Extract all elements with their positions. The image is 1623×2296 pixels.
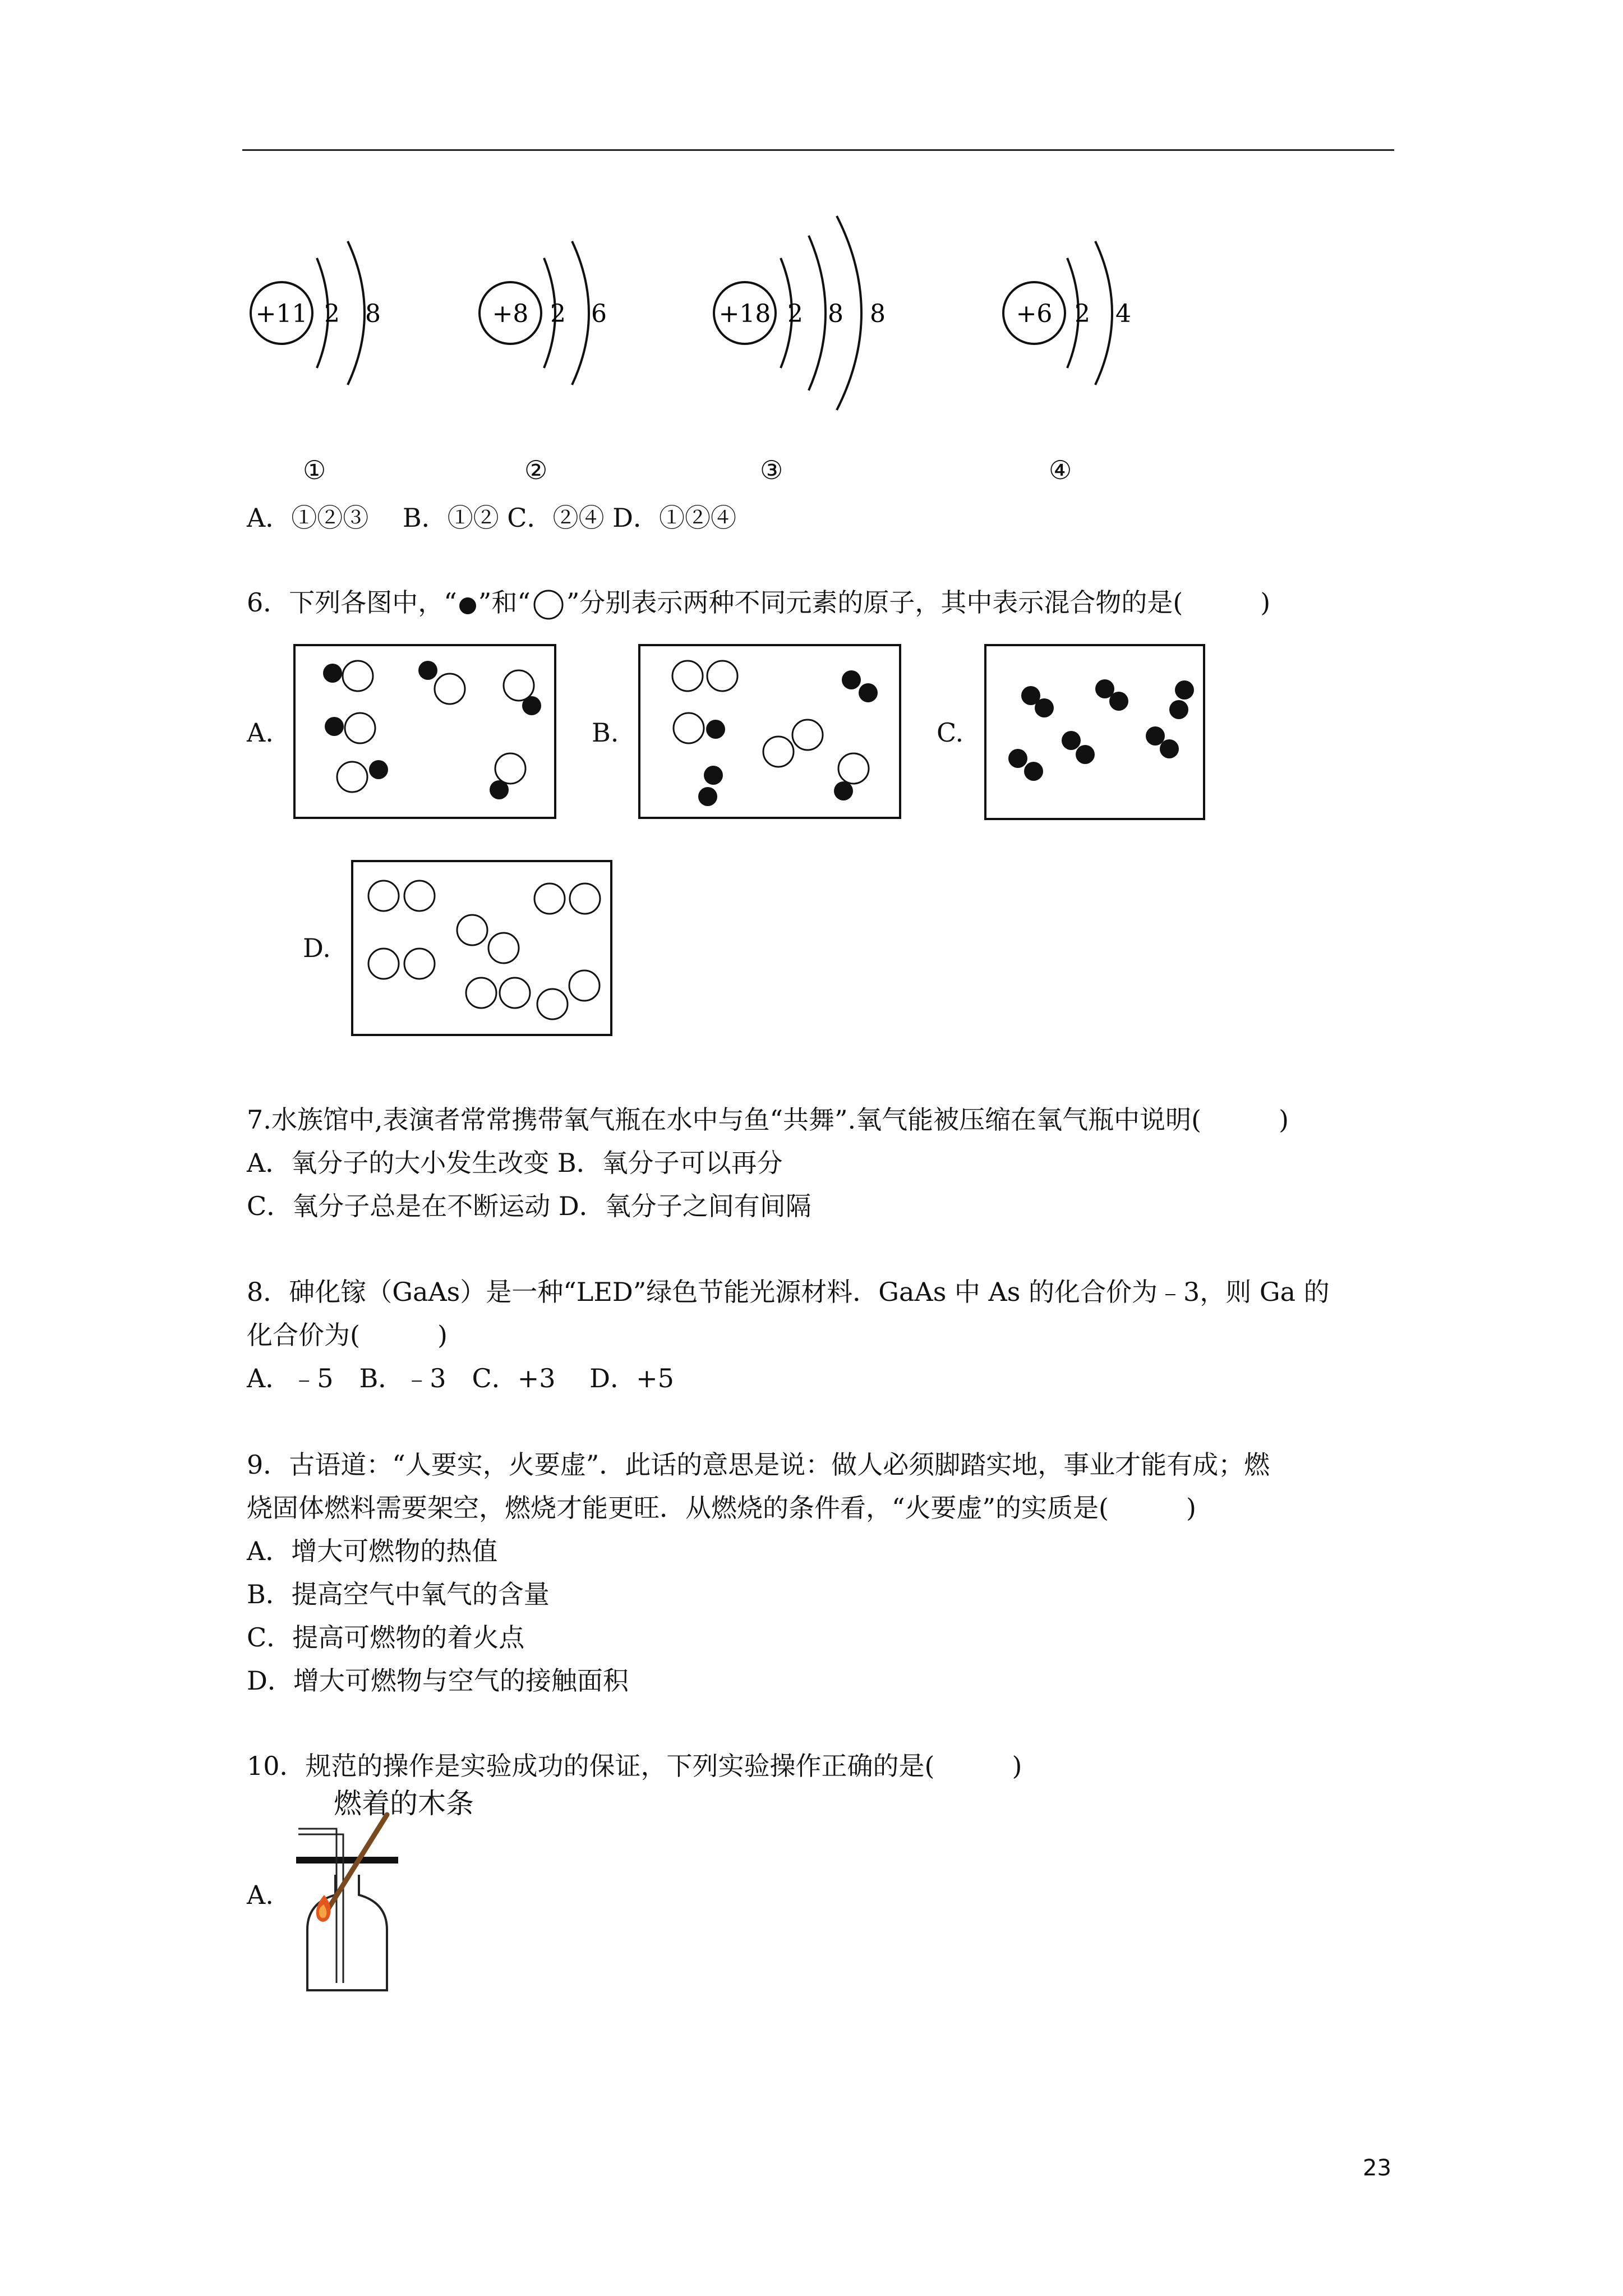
shell-electron-count: 2 bbox=[1075, 300, 1090, 328]
q7-stem: 7.水族馆中,表演者常常携带氧气瓶在水中与鱼“共舞”.氧气能被压缩在氧气瓶中说明( ) bbox=[247, 1105, 1289, 1135]
gas-bottle-illustration bbox=[296, 1815, 398, 1990]
nucleus-label: +11 bbox=[255, 300, 308, 328]
nucleus-label: +6 bbox=[1016, 300, 1053, 328]
atom-marker-3: ③ bbox=[760, 455, 783, 485]
q9-option-b: B．提高空气中氧气的含量 bbox=[247, 1579, 550, 1609]
atom-marker-1: ① bbox=[303, 455, 326, 485]
shell-electron-count: 4 bbox=[1115, 300, 1131, 328]
shell-electron-count: 8 bbox=[870, 300, 886, 328]
q10-figure-label: 燃着的木条 bbox=[334, 1787, 474, 1820]
shell-electron-count: 8 bbox=[365, 300, 381, 328]
nucleus-label: +18 bbox=[718, 300, 771, 328]
q8-options: A．﹣5 B．﹣3 C．+3 D．+5 bbox=[247, 1363, 674, 1393]
q6-stem-post: ”分别表示两种不同元素的原子，其中表示混合物的是( ) bbox=[566, 587, 1271, 618]
q8-stem-line-2: 化合价为( ) bbox=[247, 1320, 448, 1350]
q6-stem-mid: ”和“ bbox=[478, 587, 531, 618]
q5-options: A．①②③ B．①② C．②④ D．①②④ bbox=[247, 503, 736, 533]
q6-option-c-label: C. bbox=[937, 717, 964, 748]
q6-option-b-label: B. bbox=[592, 717, 619, 748]
q10-stem: 10．规范的操作是实验成功的保证，下列实验操作正确的是( ) bbox=[247, 1751, 1022, 1781]
shell-electron-count: 2 bbox=[787, 300, 803, 328]
page-number: 23 bbox=[1363, 2155, 1391, 2181]
q9-option-a: A．增大可燃物的热值 bbox=[247, 1536, 498, 1566]
q7-options-line-1: A．氧分子的大小发生改变 B．氧分子可以再分 bbox=[247, 1148, 783, 1178]
nucleus-label: +8 bbox=[492, 300, 529, 328]
shell-electron-count: 6 bbox=[591, 300, 607, 328]
q9-stem-line-1: 9．古语道：“人要实，火要虚”．此话的意思是说：做人必须脚踏实地，事业才能有成；燃 bbox=[247, 1450, 1270, 1480]
q7-options-line-2: C．氧分子总是在不断运动 D．氧分子之间有间隔 bbox=[247, 1191, 811, 1221]
q6-option-d-label: D. bbox=[303, 933, 331, 963]
q8-stem-line-1: 8．砷化镓（GaAs）是一种“LED”绿色节能光源材料．GaAs 中 As 的化合价为﹣3，则 Ga 的 bbox=[247, 1277, 1330, 1307]
shell-electron-count: 2 bbox=[324, 300, 340, 328]
atom-marker-2: ② bbox=[524, 455, 548, 485]
q10-option-a-label: A. bbox=[247, 1880, 274, 1910]
q9-option-d: D．增大可燃物与空气的接触面积 bbox=[247, 1665, 629, 1696]
shell-electron-count: 2 bbox=[550, 300, 566, 328]
q6-stem-pre: 6．下列各图中，“ bbox=[247, 587, 457, 618]
q9-stem-line-2: 烧固体燃料需要架空，燃烧才能更旺．从燃烧的条件看，“火要虚”的实质是( ) bbox=[247, 1493, 1196, 1523]
atom-marker-4: ④ bbox=[1049, 455, 1072, 485]
shell-electron-count: 8 bbox=[828, 300, 843, 328]
q6-option-a-label: A. bbox=[247, 717, 274, 748]
q9-option-c: C．提高可燃物的着火点 bbox=[247, 1622, 525, 1653]
